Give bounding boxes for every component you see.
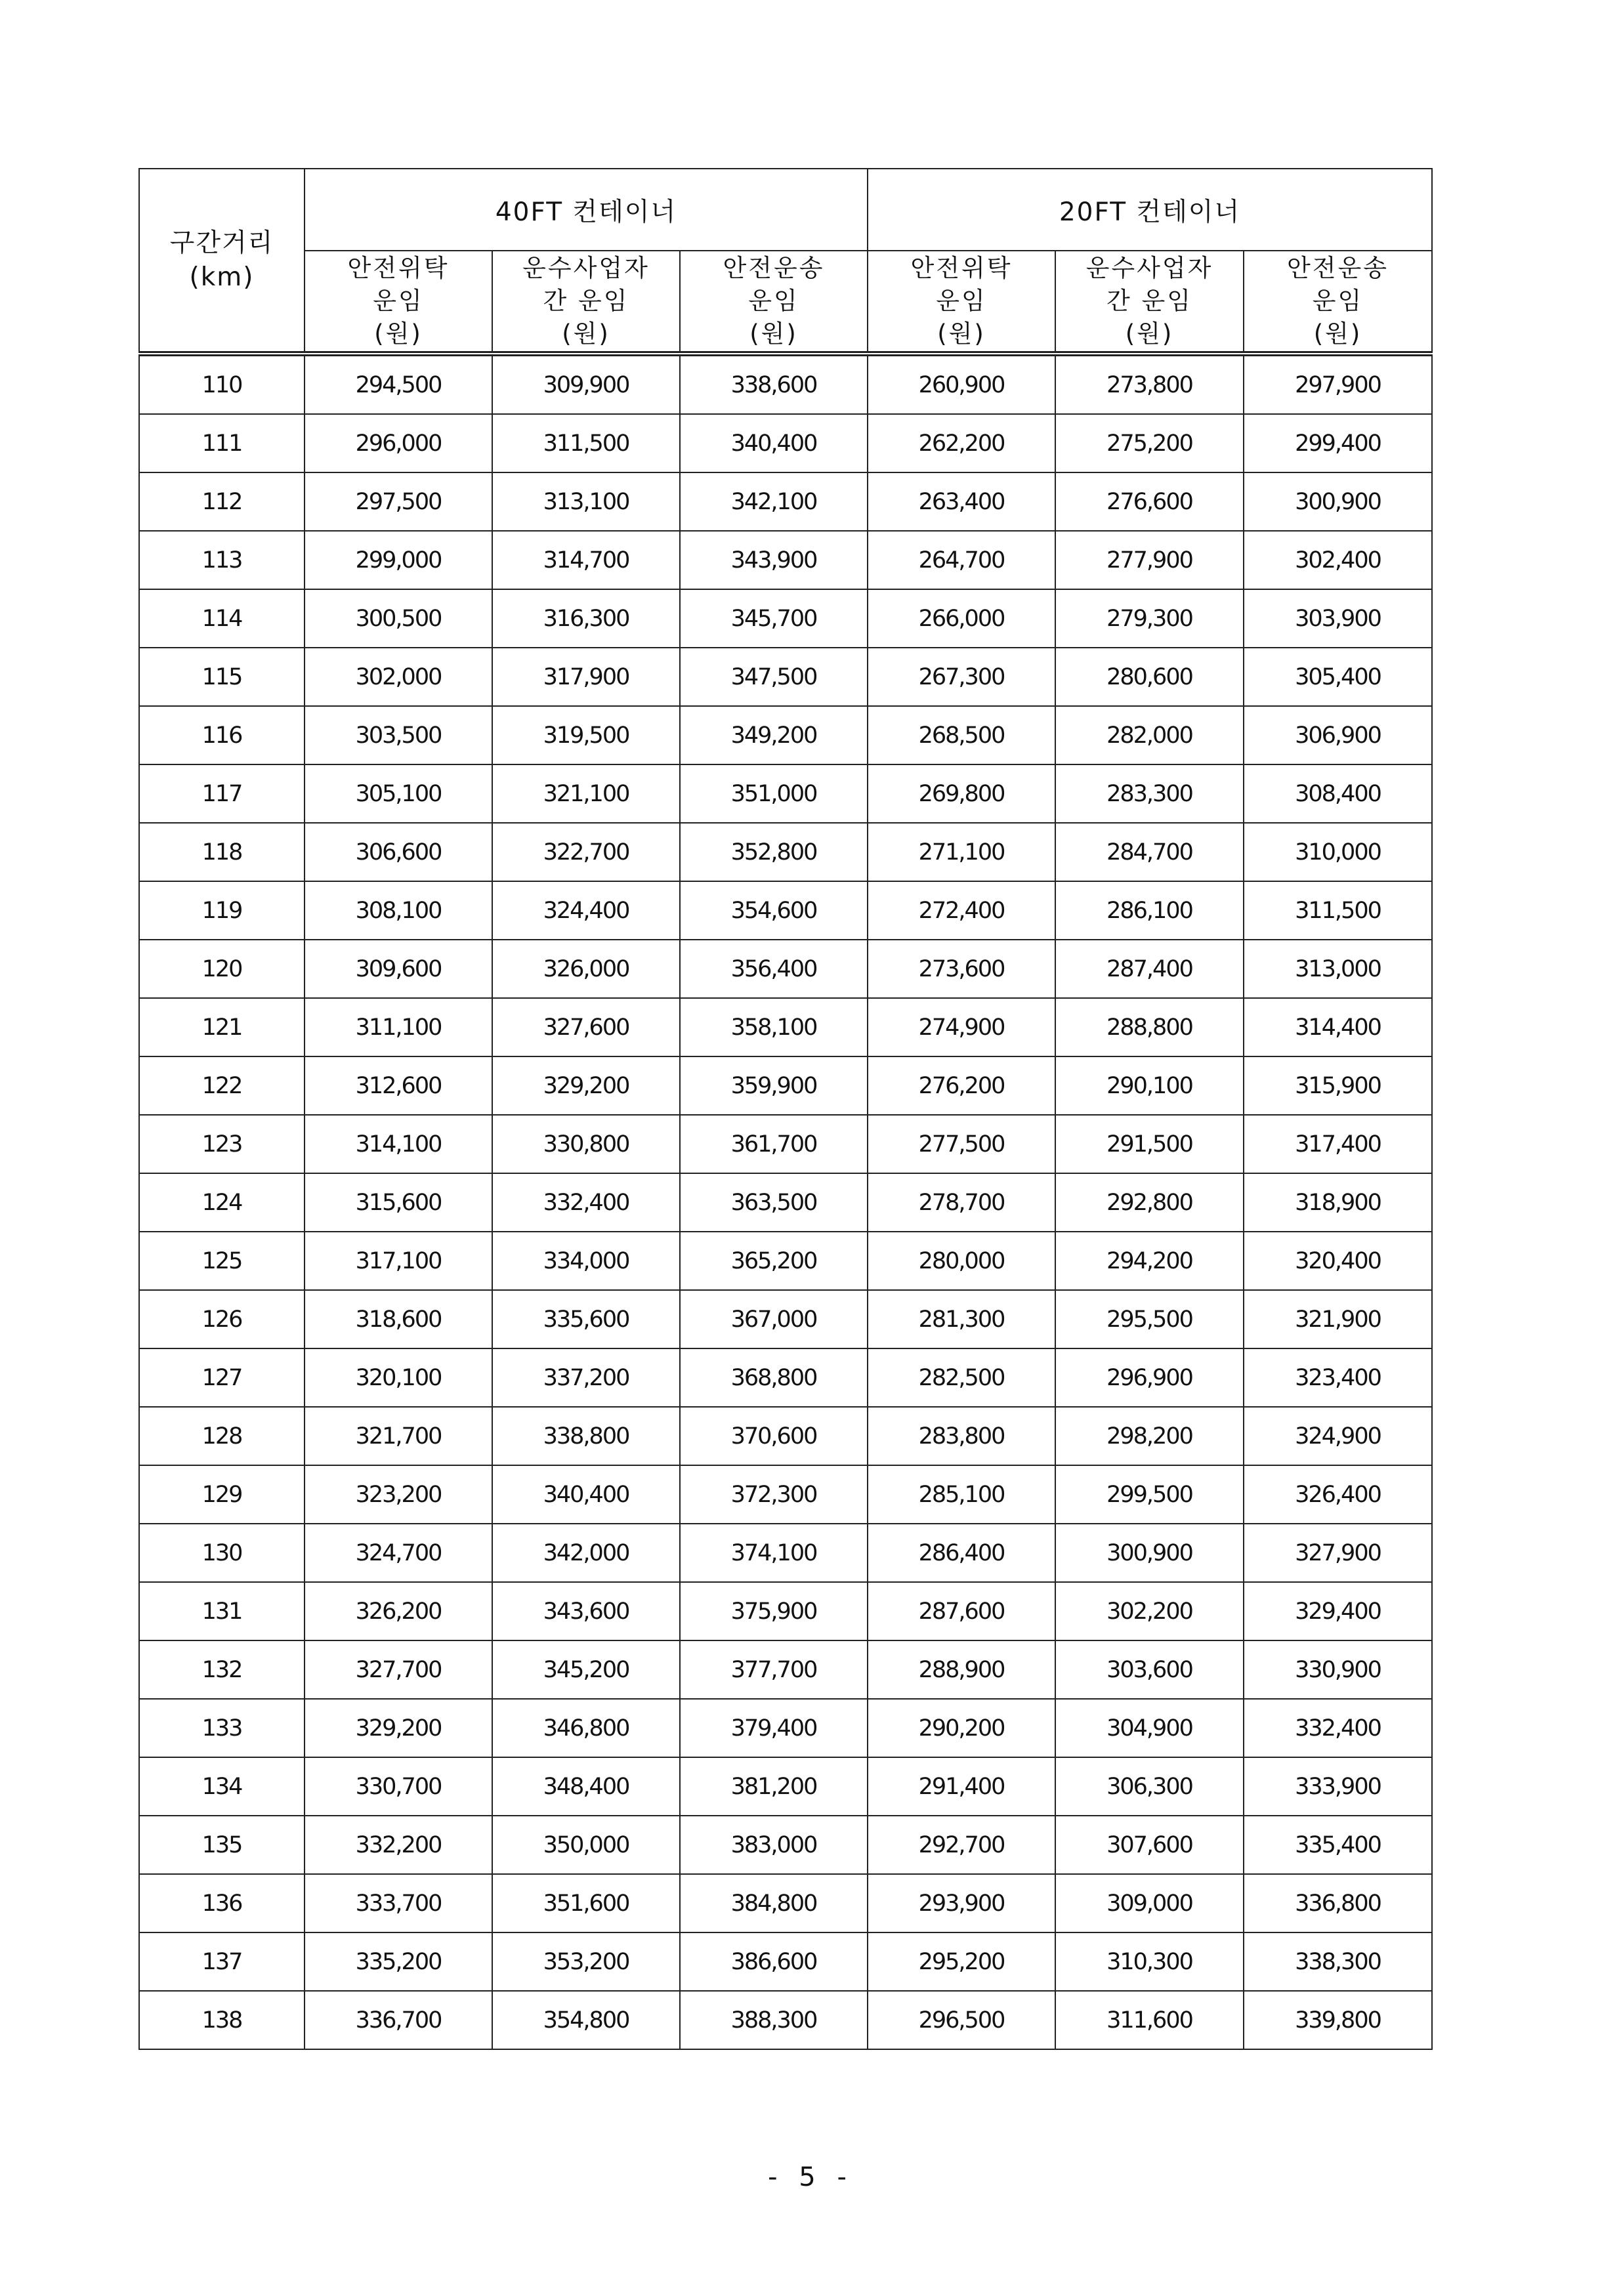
fare-cell: 309,900 [492,354,680,414]
fare-cell: 363,500 [680,1173,868,1232]
fare-cell: 319,500 [492,706,680,764]
column-header-line: (원) [562,320,610,348]
fare-cell: 310,300 [1055,1932,1244,1991]
fare-cell: 324,700 [305,1524,492,1582]
fare-cell: 323,200 [305,1465,492,1524]
fare-cell: 278,700 [868,1173,1055,1232]
fare-cell: 368,800 [680,1348,868,1407]
fare-cell: 271,100 [868,823,1055,881]
table-row [139,881,1432,940]
fare-cell: 311,100 [305,998,492,1056]
table-row [139,1465,1432,1524]
table-row [139,1524,1432,1582]
fare-cell: 294,200 [1055,1232,1244,1290]
fare-cell: 266,000 [868,589,1055,648]
column-header-line: 안전위탁 [910,254,1013,282]
table-row [139,1115,1432,1173]
table-row [139,1232,1432,1290]
fare-cell: 318,600 [305,1290,492,1348]
fare-cell: 300,500 [305,589,492,648]
fare-cell: 326,200 [305,1582,492,1640]
distance-cell: 114 [139,589,305,648]
table-row [139,1640,1432,1699]
fare-cell: 350,000 [492,1816,680,1874]
fare-cell: 345,200 [492,1640,680,1699]
fare-cell: 291,500 [1055,1115,1244,1173]
distance-cell: 124 [139,1173,305,1232]
column-header [868,251,1055,354]
fare-cell: 303,900 [1244,589,1432,648]
fare-cell: 388,300 [680,1991,868,2049]
fare-cell: 330,800 [492,1115,680,1173]
fare-cell: 349,200 [680,706,868,764]
distance-cell: 119 [139,881,305,940]
column-header-line: 안전운송 [723,254,825,282]
fare-cell: 335,400 [1244,1816,1432,1874]
fare-cell: 286,400 [868,1524,1055,1582]
fare-cell: 310,000 [1244,823,1432,881]
fare-cell: 365,200 [680,1232,868,1290]
fare-cell: 333,900 [1244,1757,1432,1816]
fare-cell: 305,100 [305,764,492,823]
table-row [139,1991,1432,2049]
fare-cell: 281,300 [868,1290,1055,1348]
fare-cell: 339,800 [1244,1991,1432,2049]
distance-cell: 137 [139,1932,305,1991]
fare-cell: 269,800 [868,764,1055,823]
fare-cell: 367,000 [680,1290,868,1348]
fare-cell: 361,700 [680,1115,868,1173]
distance-cell: 130 [139,1524,305,1582]
fare-cell: 285,100 [868,1465,1055,1524]
fare-cell: 314,700 [492,531,680,589]
fare-cell: 275,200 [1055,414,1244,472]
fare-cell: 288,800 [1055,998,1244,1056]
fare-cell: 343,600 [492,1582,680,1640]
fare-cell: 260,900 [868,354,1055,414]
fare-cell: 340,400 [680,414,868,472]
fare-cell: 358,100 [680,998,868,1056]
table-row [139,414,1432,472]
fare-cell: 276,200 [868,1056,1055,1115]
fare-cell: 308,100 [305,881,492,940]
fare-cell: 303,500 [305,706,492,764]
fare-cell: 282,000 [1055,706,1244,764]
fare-cell: 324,900 [1244,1407,1432,1465]
fare-cell: 330,900 [1244,1640,1432,1699]
fare-cell: 354,800 [492,1991,680,2049]
fare-cell: 290,100 [1055,1056,1244,1115]
table-row [139,1932,1432,1991]
fare-cell: 311,500 [1244,881,1432,940]
fare-cell: 280,600 [1055,648,1244,706]
table-row [139,1290,1432,1348]
fare-cell: 264,700 [868,531,1055,589]
fare-cell: 332,400 [492,1173,680,1232]
fare-cell: 327,900 [1244,1524,1432,1582]
distance-cell: 138 [139,1991,305,2049]
group-header-40ft: 40FT 컨테이너 [305,169,868,251]
fare-cell: 354,600 [680,881,868,940]
table-row [139,1348,1432,1407]
distance-cell: 126 [139,1290,305,1348]
distance-cell: 118 [139,823,305,881]
fare-cell: 296,900 [1055,1348,1244,1407]
table-row [139,998,1432,1056]
fare-cell: 300,900 [1055,1524,1244,1582]
fare-cell: 309,000 [1055,1874,1244,1932]
column-header-line: 운임 [373,287,424,315]
fare-cell: 381,200 [680,1757,868,1816]
fare-cell: 374,100 [680,1524,868,1582]
fare-cell: 329,400 [1244,1582,1432,1640]
fare-cell: 297,500 [305,472,492,531]
fare-cell: 315,600 [305,1173,492,1232]
fare-cell: 336,800 [1244,1874,1432,1932]
fare-cell: 277,500 [868,1115,1055,1173]
column-header [1244,251,1432,354]
fare-cell: 329,200 [305,1699,492,1757]
fare-cell: 342,100 [680,472,868,531]
column-header-line: (원) [374,320,423,348]
fare-cell: 311,600 [1055,1991,1244,2049]
distance-header-unit: (km) [189,262,255,292]
fare-cell: 268,500 [868,706,1055,764]
table-header [139,169,1432,354]
distance-cell: 120 [139,940,305,998]
table-row [139,1407,1432,1465]
fare-cell: 342,000 [492,1524,680,1582]
fare-cell: 287,400 [1055,940,1244,998]
fare-cell: 267,300 [868,648,1055,706]
distance-cell: 116 [139,706,305,764]
table-row [139,589,1432,648]
fare-cell: 302,200 [1055,1582,1244,1640]
fare-cell: 372,300 [680,1465,868,1524]
fare-cell: 292,700 [868,1816,1055,1874]
fare-cell: 326,400 [1244,1465,1432,1524]
fare-cell: 383,000 [680,1816,868,1874]
fare-cell: 330,700 [305,1757,492,1816]
fare-cell: 293,900 [868,1874,1055,1932]
distance-cell: 136 [139,1874,305,1932]
fare-cell: 295,500 [1055,1290,1244,1348]
table-body [139,354,1432,2049]
fare-cell: 338,600 [680,354,868,414]
fare-cell: 352,800 [680,823,868,881]
fare-cell: 333,700 [305,1874,492,1932]
fare-cell: 277,900 [1055,531,1244,589]
fare-cell: 313,100 [492,472,680,531]
column-header [492,251,680,354]
fare-cell: 321,100 [492,764,680,823]
column-header-line: 안전위탁 [347,254,450,282]
fare-cell: 306,300 [1055,1757,1244,1816]
fare-cell: 324,400 [492,881,680,940]
column-header-line: (원) [937,320,986,348]
fare-cell: 314,100 [305,1115,492,1173]
distance-cell: 112 [139,472,305,531]
fare-cell: 379,400 [680,1699,868,1757]
fare-cell: 335,600 [492,1290,680,1348]
column-header-line: (원) [749,320,798,348]
fare-cell: 276,600 [1055,472,1244,531]
fare-cell: 305,400 [1244,648,1432,706]
table-row [139,706,1432,764]
fare-cell: 306,900 [1244,706,1432,764]
fare-cell: 292,800 [1055,1173,1244,1232]
distance-cell: 117 [139,764,305,823]
fare-cell: 316,300 [492,589,680,648]
fare-cell: 318,900 [1244,1173,1432,1232]
fare-cell: 353,200 [492,1932,680,1991]
table-row [139,1757,1432,1816]
distance-cell: 134 [139,1757,305,1816]
fare-cell: 287,600 [868,1582,1055,1640]
fare-cell: 279,300 [1055,589,1244,648]
fare-cell: 329,200 [492,1056,680,1115]
fare-cell: 300,900 [1244,472,1432,531]
distance-cell: 128 [139,1407,305,1465]
column-header [305,251,492,354]
fare-cell: 320,100 [305,1348,492,1407]
fare-cell: 282,500 [868,1348,1055,1407]
fare-cell: 346,800 [492,1699,680,1757]
fare-cell: 338,800 [492,1407,680,1465]
fare-cell: 321,700 [305,1407,492,1465]
column-header-line: 운임 [1312,287,1364,315]
table-row [139,1699,1432,1757]
fare-cell: 291,400 [868,1757,1055,1816]
column-header-line: 운수사업자 [522,254,650,282]
distance-cell: 122 [139,1056,305,1115]
column-header-line: 운임 [936,287,987,315]
column-header-line: (원) [1125,320,1174,348]
table-row [139,1582,1432,1640]
column-header-line: 운수사업자 [1085,254,1213,282]
fare-cell: 288,900 [868,1640,1055,1699]
table-row [139,940,1432,998]
fare-cell: 335,200 [305,1932,492,1991]
fare-cell: 327,700 [305,1640,492,1699]
fare-cell: 322,700 [492,823,680,881]
column-header-line: 간 운임 [543,287,629,315]
fare-table [138,168,1433,2050]
fare-cell: 332,200 [305,1816,492,1874]
fare-cell: 303,600 [1055,1640,1244,1699]
fare-cell: 332,400 [1244,1699,1432,1757]
column-header-line: (원) [1313,320,1362,348]
fare-cell: 296,500 [868,1991,1055,2049]
table-row [139,354,1432,414]
distance-header [139,169,305,354]
table-row [139,531,1432,589]
fare-cell: 312,600 [305,1056,492,1115]
distance-cell: 123 [139,1115,305,1173]
fare-cell: 290,200 [868,1699,1055,1757]
fare-cell: 297,900 [1244,354,1432,414]
table-row [139,1173,1432,1232]
fare-cell: 345,700 [680,589,868,648]
column-header-line: 안전운송 [1287,254,1389,282]
fare-cell: 315,900 [1244,1056,1432,1115]
fare-cell: 262,200 [868,414,1055,472]
fare-cell: 286,100 [1055,881,1244,940]
table-row [139,472,1432,531]
fare-cell: 343,900 [680,531,868,589]
table-row [139,648,1432,706]
distance-cell: 111 [139,414,305,472]
fare-cell: 299,400 [1244,414,1432,472]
fare-cell: 359,900 [680,1056,868,1115]
table-row [139,764,1432,823]
fare-cell: 304,900 [1055,1699,1244,1757]
fare-cell: 351,600 [492,1874,680,1932]
fare-cell: 299,000 [305,531,492,589]
fare-cell: 338,300 [1244,1932,1432,1991]
fare-cell: 370,600 [680,1407,868,1465]
fare-cell: 386,600 [680,1932,868,1991]
distance-cell: 110 [139,354,305,414]
distance-cell: 131 [139,1582,305,1640]
fare-cell: 320,400 [1244,1232,1432,1290]
fare-cell: 284,700 [1055,823,1244,881]
column-header [680,251,868,354]
fare-cell: 334,000 [492,1232,680,1290]
table-row [139,1874,1432,1932]
fare-cell: 283,800 [868,1407,1055,1465]
fare-cell: 307,600 [1055,1816,1244,1874]
table-row [139,823,1432,881]
fare-cell: 296,000 [305,414,492,472]
fare-cell: 337,200 [492,1348,680,1407]
fare-cell: 294,500 [305,354,492,414]
fare-cell: 347,500 [680,648,868,706]
fare-cell: 299,500 [1055,1465,1244,1524]
distance-cell: 115 [139,648,305,706]
column-header-line: 운임 [748,287,799,315]
fare-cell: 311,500 [492,414,680,472]
fare-cell: 317,900 [492,648,680,706]
fare-cell: 308,400 [1244,764,1432,823]
fare-cell: 283,300 [1055,764,1244,823]
fare-cell: 306,600 [305,823,492,881]
distance-header-label: 구간거리 [169,228,274,258]
distance-cell: 121 [139,998,305,1056]
fare-cell: 313,000 [1244,940,1432,998]
fare-cell: 375,900 [680,1582,868,1640]
fare-cell: 295,200 [868,1932,1055,1991]
group-header-20ft: 20FT 컨테이너 [868,169,1432,251]
distance-cell: 127 [139,1348,305,1407]
table-row [139,1056,1432,1115]
column-header [1055,251,1244,354]
fare-cell: 272,400 [868,881,1055,940]
column-header-line: 간 운임 [1106,287,1192,315]
fare-cell: 336,700 [305,1991,492,2049]
fare-cell: 348,400 [492,1757,680,1816]
fare-cell: 327,600 [492,998,680,1056]
fare-cell: 323,400 [1244,1348,1432,1407]
fare-cell: 309,600 [305,940,492,998]
fare-cell: 274,900 [868,998,1055,1056]
fare-cell: 326,000 [492,940,680,998]
fare-cell: 298,200 [1055,1407,1244,1465]
distance-cell: 135 [139,1816,305,1874]
fare-cell: 273,600 [868,940,1055,998]
page-number: - 5 - [768,2162,853,2192]
fare-cell: 356,400 [680,940,868,998]
fare-cell: 263,400 [868,472,1055,531]
fare-cell: 273,800 [1055,354,1244,414]
distance-cell: 132 [139,1640,305,1699]
fare-cell: 377,700 [680,1640,868,1699]
fare-cell: 321,900 [1244,1290,1432,1348]
fare-cell: 317,100 [305,1232,492,1290]
fare-cell: 280,000 [868,1232,1055,1290]
fare-cell: 351,000 [680,764,868,823]
fare-cell: 317,400 [1244,1115,1432,1173]
fare-cell: 302,400 [1244,531,1432,589]
distance-cell: 129 [139,1465,305,1524]
table-row [139,1816,1432,1874]
distance-cell: 113 [139,531,305,589]
fare-cell: 314,400 [1244,998,1432,1056]
fare-cell: 384,800 [680,1874,868,1932]
fare-cell: 340,400 [492,1465,680,1524]
distance-cell: 133 [139,1699,305,1757]
distance-cell: 125 [139,1232,305,1290]
fare-cell: 302,000 [305,648,492,706]
